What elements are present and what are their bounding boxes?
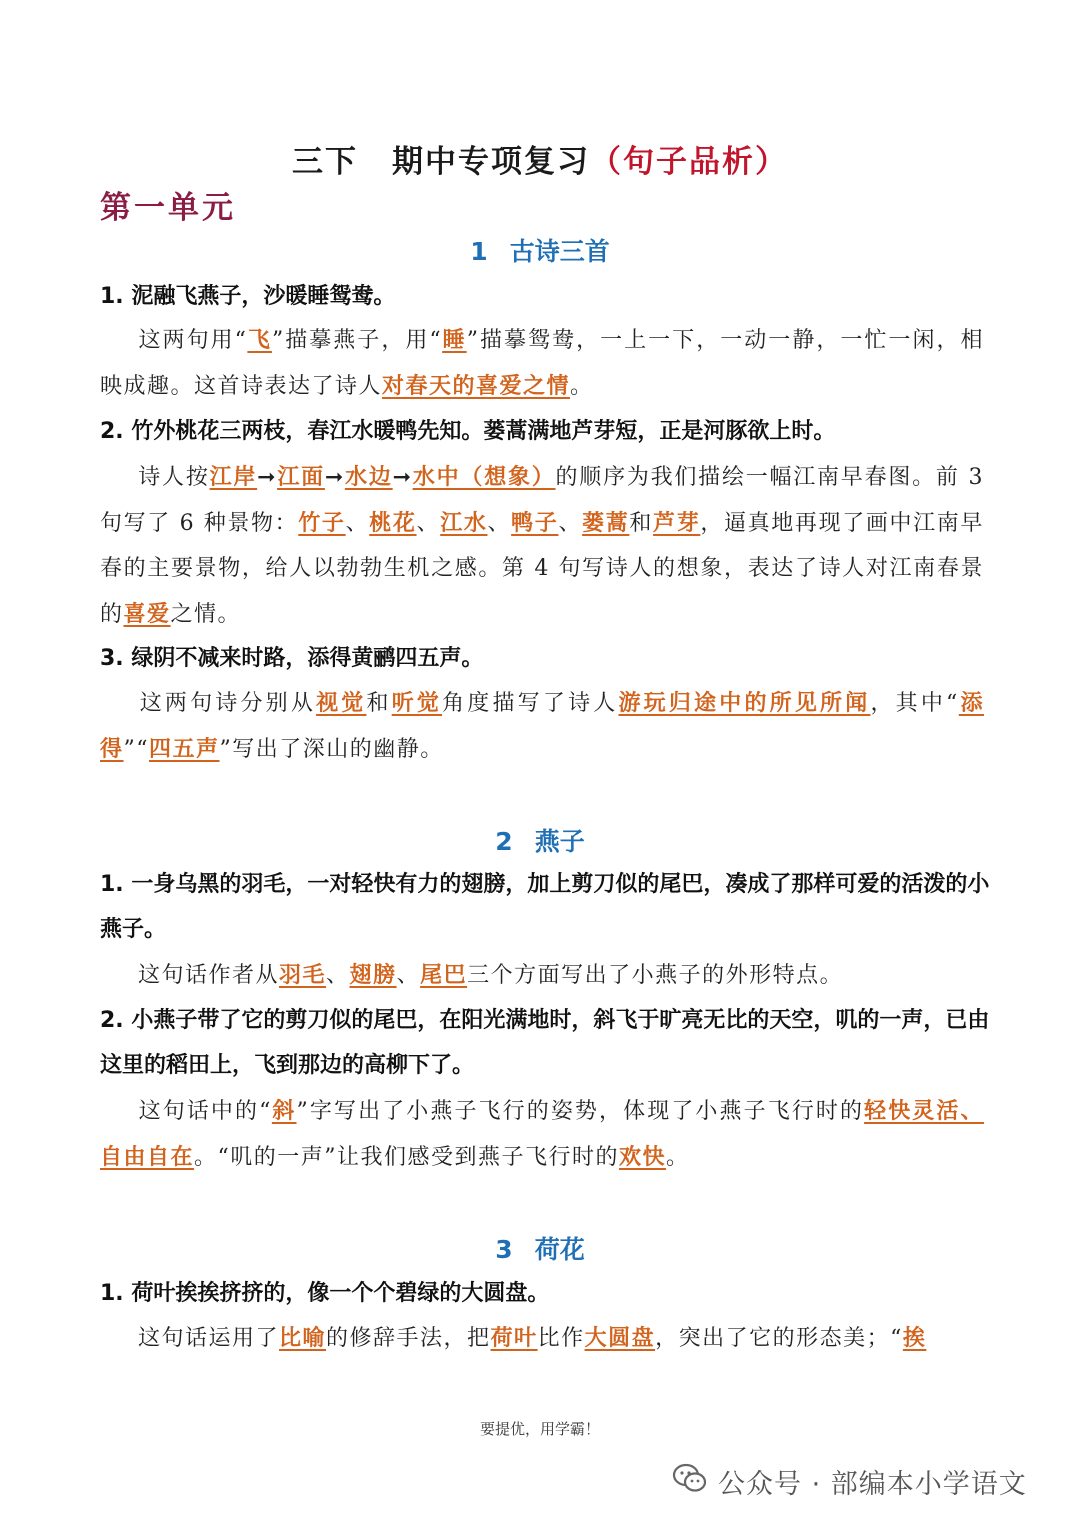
key-term: 比喻 xyxy=(279,1326,327,1351)
lesson-heading: 2 燕子 xyxy=(495,827,585,856)
key-term: 桃花 xyxy=(369,510,417,536)
key-term: 江岸 xyxy=(209,465,258,490)
analysis-paragraph: 这句话运用了比喻的修辞手法，把荷叶比作大圆盘，突出了它的形态美；“挨 xyxy=(138,1326,927,1351)
key-term: 江水 xyxy=(440,510,488,536)
key-term: 睡 xyxy=(442,328,467,353)
key-term: 挨 xyxy=(902,1326,927,1351)
key-term: 添得 xyxy=(100,691,984,762)
sentence: 2. 小燕子带了它的剪刀似的尾巴，在阳光满地时，斜飞于旷亮无比的天空，叽的一声，已由这里的稻田上，飞到那边的高柳下了。 xyxy=(100,1008,990,1078)
sentence: 1. 荷叶挨挨挤挤的，像一个个碧绿的大圆盘。 xyxy=(100,1281,550,1306)
key-term: 鸭子 xyxy=(511,510,559,536)
key-term: 江面 xyxy=(277,465,325,490)
key-term: 蒌蒿 xyxy=(582,510,630,536)
analysis-paragraph: 这两句用“飞”描摹燕子，用“睡”描摹鸳鸯，一上一下，一动一静，一忙一闲，相映成趣。这首诗表达了诗人对春天的喜爱之情。 xyxy=(100,328,985,399)
sentence: 1. 一身乌黑的羽毛，一对轻快有力的翅膀，加上剪刀似的尾巴，凑成了那样可爱的活泼的小燕子。 xyxy=(100,872,990,942)
key-term: 羽毛 xyxy=(279,963,327,988)
key-term: 芦芽 xyxy=(653,510,701,536)
key-term: 四五声 xyxy=(149,736,220,762)
sentence: 1. 泥融飞燕子，沙暖睡鸳鸯。 xyxy=(100,284,396,309)
unit-heading: 第一单元 xyxy=(100,190,236,226)
key-term: 水边 xyxy=(344,465,393,490)
key-term: 轻快灵活、自由自在 xyxy=(100,1099,984,1170)
key-term: 飞 xyxy=(247,328,272,353)
key-term: 竹子 xyxy=(298,510,346,536)
key-term: 游玩归途中的所见所闻 xyxy=(618,691,871,716)
lesson-heading: 1 古诗三首 xyxy=(470,237,610,266)
analysis-paragraph: 这句话中的“斜”字写出了小燕子飞行的姿势，体现了小燕子飞行时的轻快灵活、自由自在。“叽的一声”让我们感受到燕子飞行时的欢快。 xyxy=(100,1099,984,1170)
key-term: 翅膀 xyxy=(349,963,397,988)
key-term: 尾巴 xyxy=(420,963,468,988)
page-footer: 要提优，用学霸！ xyxy=(479,1420,600,1438)
watermark: 公众号 · 部编本小学语文 xyxy=(672,1462,1027,1501)
key-term: 斜 xyxy=(271,1099,297,1124)
key-term: 大圆盘 xyxy=(584,1326,656,1351)
wechat-icon xyxy=(672,1463,708,1500)
arrow-icon: ➞ xyxy=(257,465,278,490)
sentence: 2. 竹外桃花三两枝，春江水暖鸭先知。蒌蒿满地芦芽短，正是河豚欲上时。 xyxy=(100,419,836,444)
analysis-paragraph: 这句话作者从羽毛、翅膀、尾巴三个方面写出了小燕子的外形特点。 xyxy=(138,963,844,988)
arrow-icon: ➞ xyxy=(392,465,413,490)
page-title: 三下 期中专项复习（句子品析） xyxy=(292,144,788,180)
analysis-paragraph: 诗人按江岸➞江面➞水边➞水中（想象）的顺序为我们描绘一幅江南早春图。前 3 句写了 6 种景物：竹子、桃花、江水、鸭子、蒌蒿和芦芽，逼真地再现了画中江南早春的主要景物，给人以勃勃生机之感。第 4 句写诗人的想象，表达了诗人对江南春景的喜爱之情。 xyxy=(100,465,984,627)
key-term: 喜爱 xyxy=(123,601,171,627)
arrow-icon: ➞ xyxy=(324,465,345,490)
key-term: 欢快 xyxy=(619,1144,667,1170)
key-term: 荷叶 xyxy=(490,1326,538,1351)
analysis-paragraph: 这两句诗分别从视觉和听觉角度描写了诗人游玩归途中的所见所闻，其中“添得”“四五声”写出了深山的幽静。 xyxy=(100,691,984,762)
lesson-heading: 3 荷花 xyxy=(495,1235,585,1264)
key-term: 水中（想象） xyxy=(412,465,556,490)
key-term: 视觉 xyxy=(316,691,367,716)
sentence: 3. 绿阴不减来时路，添得黄鹂四五声。 xyxy=(100,646,484,671)
key-term: 对春天的喜爱之情 xyxy=(382,373,571,399)
key-term: 听觉 xyxy=(391,691,443,716)
